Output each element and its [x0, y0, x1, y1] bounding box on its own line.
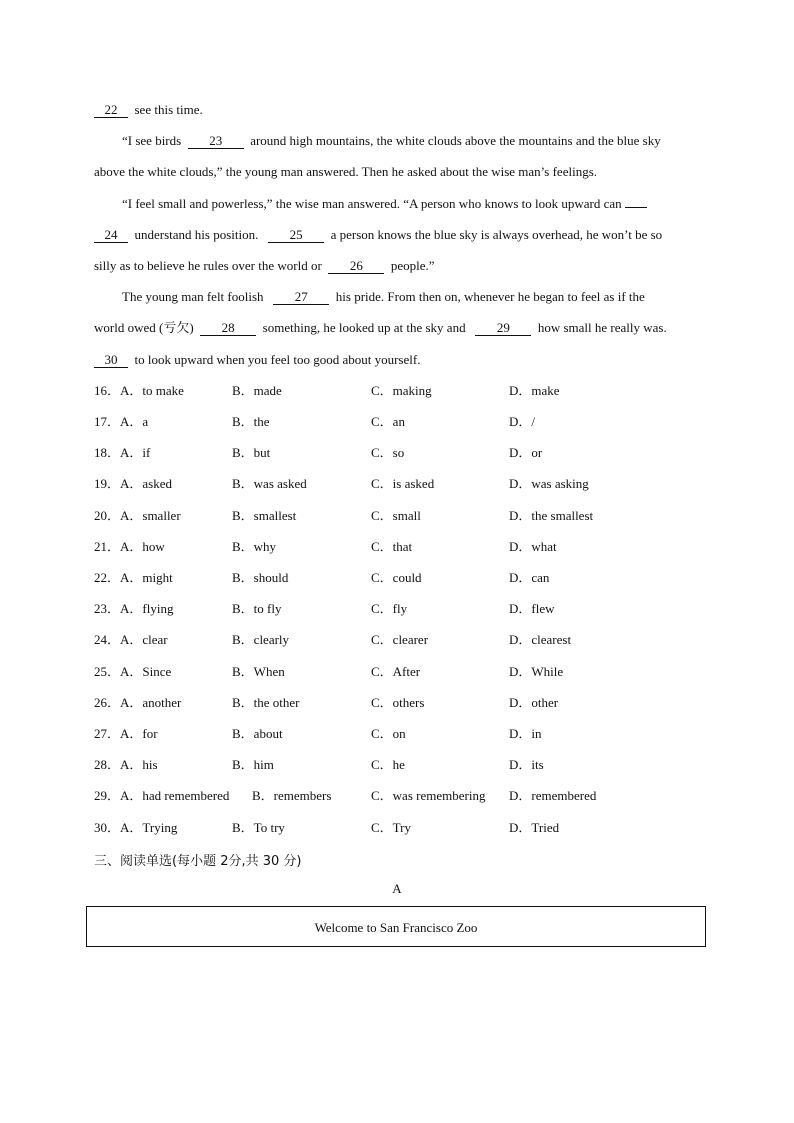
option-c: C．others: [371, 695, 425, 710]
option-d: D．While: [509, 664, 564, 679]
option-b: B．the other: [232, 695, 300, 710]
option-d: D．flew: [509, 601, 555, 616]
passage-text: to look upward when you feel too good about yourself.: [134, 352, 421, 367]
blank-30: 30: [94, 353, 128, 368]
option-b: B．to fly: [232, 601, 282, 616]
part-label: A: [392, 881, 402, 896]
passage-line-1: [94, 101, 203, 119]
blank-27: 27: [273, 290, 329, 305]
section-heading: 三、阅读单选(每小题 2分,共 30 分): [94, 854, 302, 869]
option-b: B．should: [232, 570, 289, 585]
zoo-notice-title: Welcome to San Francisco Zoo: [314, 920, 478, 935]
passage-line-5: [94, 226, 662, 244]
passage-text: world owed (亏欠): [94, 320, 194, 335]
blank-22: 22: [94, 103, 128, 118]
option-d: D．Tried: [509, 820, 560, 835]
option-b: B．but: [232, 445, 271, 460]
option-d: D．/: [509, 414, 536, 429]
option-a: 29．A．had remembered: [94, 788, 230, 803]
option-c: C．After: [371, 664, 421, 679]
option-b: B．him: [232, 757, 274, 772]
passage-line-6: [94, 257, 434, 275]
option-c: C．small: [371, 508, 421, 523]
passage-text: his pride. From then on, whenever he began to feel as if the: [335, 289, 645, 304]
option-b: B．made: [232, 383, 282, 398]
zoo-notice-box: [86, 906, 706, 947]
blank-24: 24: [94, 228, 128, 243]
option-d: D．clearest: [509, 632, 572, 647]
blank-28: 28: [200, 321, 256, 336]
blank-26: 26: [328, 259, 384, 274]
option-a: 24．A．clear: [94, 632, 168, 647]
option-d: D．what: [509, 539, 557, 554]
passage-line-2: [122, 132, 661, 150]
passage-line-7: [122, 288, 645, 306]
option-b: B．remembers: [252, 788, 332, 803]
option-c: C．he: [371, 757, 405, 772]
option-c: C．Try: [371, 820, 411, 835]
option-a: 27．A．for: [94, 726, 158, 741]
passage-line-4: [122, 195, 647, 213]
option-a: 23．A．flying: [94, 601, 174, 616]
passage-text: how small he really was.: [537, 320, 667, 335]
blank-24-start: [625, 207, 647, 208]
option-b: B．To try: [232, 820, 285, 835]
passage-text: people.”: [390, 258, 435, 273]
option-a: 22．A．might: [94, 570, 173, 585]
passage-line-8: [94, 319, 667, 337]
blank-29: 29: [475, 321, 531, 336]
passage-line-9: [94, 351, 420, 369]
passage-text: understand his position.: [134, 227, 259, 242]
option-d: D．in: [509, 726, 542, 741]
option-a: 25．A．Since: [94, 664, 172, 679]
option-b: B．the: [232, 414, 270, 429]
option-c: C．clearer: [371, 632, 429, 647]
option-a: 30．A．Trying: [94, 820, 178, 835]
option-a: 20．A．smaller: [94, 508, 181, 523]
option-c: C．that: [371, 539, 413, 554]
passage-text: a person knows the blue sky is always overhead, he won’t be so: [330, 227, 663, 242]
option-b: B．clearly: [232, 632, 290, 647]
passage-text: around high mountains, the white clouds above the mountains and the blue sky: [250, 133, 661, 148]
blank-23: 23: [188, 134, 244, 149]
option-d: D．was asking: [509, 476, 589, 491]
option-c: C．making: [371, 383, 432, 398]
option-b: B．about: [232, 726, 283, 741]
option-d: D．its: [509, 757, 544, 772]
option-d: D．can: [509, 570, 550, 585]
blank-25: 25: [268, 228, 324, 243]
option-b: B．When: [232, 664, 285, 679]
option-c: C．was remembering: [371, 788, 486, 803]
passage-text: see this time.: [134, 102, 203, 117]
passage-text: The young man felt foolish: [122, 289, 264, 304]
option-d: D．or: [509, 445, 543, 460]
option-a: 18．A．if: [94, 445, 151, 460]
passage-text: “I see birds: [122, 133, 182, 148]
option-a: 17．A．a: [94, 414, 149, 429]
option-d: D．remembered: [509, 788, 597, 803]
option-c: C．fly: [371, 601, 408, 616]
option-b: B．was asked: [232, 476, 307, 491]
passage-text: something, he looked up at the sky and: [262, 320, 466, 335]
option-c: C．on: [371, 726, 406, 741]
option-c: C．an: [371, 414, 405, 429]
passage-text: silly as to believe he rules over the world or: [94, 258, 322, 273]
passage-text: “I feel small and powerless,” the wise man answered. “A person who knows to look upward can: [122, 196, 622, 211]
option-c: C．is asked: [371, 476, 435, 491]
option-b: B．why: [232, 539, 277, 554]
option-a: 16．A．to make: [94, 383, 184, 398]
option-c: C．so: [371, 445, 405, 460]
option-a: 26．A．another: [94, 695, 182, 710]
option-d: D．the smallest: [509, 508, 594, 523]
option-a: 19．A．asked: [94, 476, 172, 491]
option-b: B．smallest: [232, 508, 297, 523]
option-d: D．make: [509, 383, 560, 398]
passage-text: above the white clouds,” the young man answered. Then he asked about the wise man’s feelings.: [94, 164, 598, 179]
option-d: D．other: [509, 695, 559, 710]
option-a: 28．A．his: [94, 757, 158, 772]
option-a: 21．A．how: [94, 539, 165, 554]
option-c: C．could: [371, 570, 422, 585]
passage-line-3: [94, 163, 597, 181]
